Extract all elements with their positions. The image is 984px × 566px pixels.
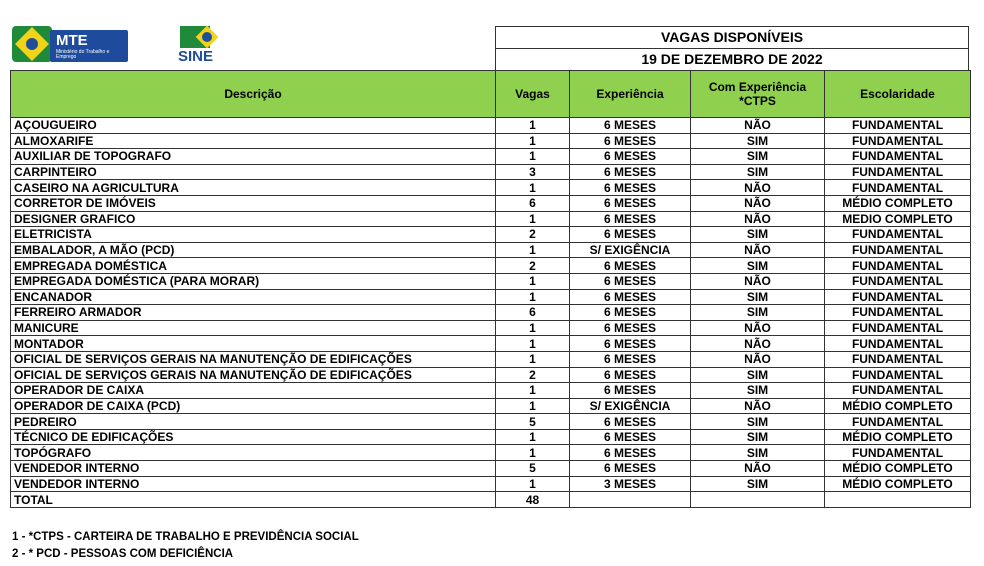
table-row [11,336,971,352]
cell-escolaridade: MÉDIO COMPLETO [825,195,971,211]
table-row [11,180,971,196]
cell-experiencia: 6 MESES [570,149,691,165]
col-header-escolaridade: Escolaridade [825,71,971,118]
sine-flag-icon [180,26,210,48]
cell-vagas: 5 [496,414,570,430]
cell-escolaridade: FUNDAMENTAL [825,351,971,367]
cell-vagas: 2 [496,258,570,274]
table-row [11,351,971,367]
cell-ctps: SIM [691,476,825,492]
table-row [11,289,971,305]
cell-experiencia: 6 MESES [570,289,691,305]
cell-ctps: NÃO [691,273,825,289]
logos-area [10,26,494,70]
col-header-ctps: Com Experiência *CTPS [691,71,825,118]
cell-escolaridade: FUNDAMENTAL [825,305,971,321]
cell-escolaridade: FUNDAMENTAL [825,320,971,336]
cell-descricao: FERREIRO ARMADOR [11,305,496,321]
cell-escolaridade: MÉDIO COMPLETO [825,461,971,477]
cell-escolaridade: MEDIO COMPLETO [825,211,971,227]
table-row [11,367,971,383]
table-row [11,149,971,165]
cell-experiencia: 6 MESES [570,367,691,383]
table-row [11,383,971,399]
cell-experiencia: S/ EXIGÊNCIA [570,398,691,414]
cell-vagas: 1 [496,289,570,305]
total-label: TOTAL [11,492,496,508]
cell-vagas: 1 [496,211,570,227]
mte-logo-subtitle: Ministério do Trabalho e Emprego [56,49,110,60]
cell-descricao: CORRETOR DE IMÓVEIS [11,195,496,211]
cell-descricao: PEDREIRO [11,414,496,430]
cell-experiencia: 6 MESES [570,461,691,477]
empty-cell [825,492,971,508]
cell-vagas: 1 [496,320,570,336]
cell-escolaridade: MÉDIO COMPLETO [825,398,971,414]
cell-experiencia: 6 MESES [570,320,691,336]
cell-experiencia: 6 MESES [570,273,691,289]
table-row [11,273,971,289]
cell-vagas: 1 [496,242,570,258]
table-body [11,118,971,492]
cell-descricao: OFICIAL DE SERVIÇOS GERAIS NA MANUTENÇÃO DE EDIFICAÇÕES [11,351,496,367]
cell-escolaridade: FUNDAMENTAL [825,367,971,383]
page-date: 19 DE DEZEMBRO DE 2022 [495,48,969,71]
cell-descricao: MANICURE [11,320,496,336]
vagas-table [10,70,971,508]
cell-vagas: 5 [496,461,570,477]
cell-experiencia: 6 MESES [570,133,691,149]
table-row [11,195,971,211]
table-row [11,242,971,258]
cell-escolaridade: FUNDAMENTAL [825,258,971,274]
cell-ctps: SIM [691,367,825,383]
empty-cell [691,492,825,508]
cell-ctps: NÃO [691,211,825,227]
cell-ctps: SIM [691,289,825,305]
cell-descricao: AÇOUGUEIRO [11,118,496,134]
cell-escolaridade: FUNDAMENTAL [825,242,971,258]
cell-escolaridade: FUNDAMENTAL [825,336,971,352]
table-row [11,398,971,414]
cell-descricao: VENDEDOR INTERNO [11,476,496,492]
cell-ctps: NÃO [691,461,825,477]
cell-ctps: SIM [691,445,825,461]
sine-logo-title: SINE [178,48,214,65]
mte-logo-title: MTE [56,32,88,49]
cell-ctps: SIM [691,383,825,399]
table-row [11,164,971,180]
cell-descricao: TÉCNICO DE EDIFICAÇÕES [11,429,496,445]
col-header-descricao: Descrição [11,71,496,118]
cell-escolaridade: FUNDAMENTAL [825,149,971,165]
footnote-pcd: 2 - * PCD - PESSOAS COM DEFICIÊNCIA [12,548,234,560]
cell-experiencia: 6 MESES [570,180,691,196]
cell-escolaridade: MÉDIO COMPLETO [825,429,971,445]
total-vagas: 48 [496,492,570,508]
cell-experiencia: 6 MESES [570,227,691,243]
cell-vagas: 1 [496,149,570,165]
cell-vagas: 1 [496,273,570,289]
cell-experiencia: 6 MESES [570,383,691,399]
cell-escolaridade: FUNDAMENTAL [825,118,971,134]
cell-descricao: EMPREGADA DOMÉSTICA [11,258,496,274]
mte-flag-icon [12,26,52,62]
empty-cell [570,492,691,508]
cell-vagas: 1 [496,118,570,134]
cell-descricao: VENDEDOR INTERNO [11,461,496,477]
cell-ctps: SIM [691,149,825,165]
table-header-row [11,71,971,118]
cell-descricao: ENCANADOR [11,289,496,305]
cell-ctps: NÃO [691,242,825,258]
table-row [11,445,971,461]
cell-vagas: 1 [496,476,570,492]
cell-experiencia: 3 MESES [570,476,691,492]
cell-vagas: 1 [496,445,570,461]
cell-escolaridade: FUNDAMENTAL [825,414,971,430]
cell-experiencia: 6 MESES [570,258,691,274]
cell-escolaridade: FUNDAMENTAL [825,445,971,461]
cell-ctps: SIM [691,305,825,321]
cell-vagas: 1 [496,336,570,352]
cell-experiencia: 6 MESES [570,429,691,445]
cell-experiencia: 6 MESES [570,164,691,180]
footnote-ctps: 1 - *CTPS - CARTEIRA DE TRABALHO E PREVIDÊNCIA SOCIAL [12,531,359,543]
cell-ctps: NÃO [691,398,825,414]
cell-descricao: EMPREGADA DOMÉSTICA (PARA MORAR) [11,273,496,289]
col-header-experiencia: Experiência [570,71,691,118]
cell-ctps: SIM [691,133,825,149]
cell-experiencia: 6 MESES [570,445,691,461]
cell-ctps: NÃO [691,336,825,352]
cell-vagas: 1 [496,429,570,445]
sine-logo [168,26,218,70]
table-row [11,258,971,274]
cell-descricao: CARPINTEIRO [11,164,496,180]
cell-ctps: SIM [691,414,825,430]
page-title: VAGAS DISPONÍVEIS [495,26,969,49]
cell-vagas: 1 [496,351,570,367]
table-row [11,414,971,430]
flag-globe [26,38,38,50]
cell-descricao: ALMOXARIFE [11,133,496,149]
cell-ctps: SIM [691,227,825,243]
cell-escolaridade: FUNDAMENTAL [825,289,971,305]
cell-experiencia: 6 MESES [570,305,691,321]
cell-vagas: 1 [496,180,570,196]
cell-vagas: 1 [496,133,570,149]
cell-ctps: SIM [691,258,825,274]
table-row [11,133,971,149]
cell-vagas: 6 [496,305,570,321]
cell-ctps: NÃO [691,180,825,196]
total-row [11,492,971,508]
cell-ctps: NÃO [691,351,825,367]
cell-descricao: CASEIRO NA AGRICULTURA [11,180,496,196]
table-row [11,476,971,492]
cell-experiencia: 6 MESES [570,118,691,134]
cell-escolaridade: FUNDAMENTAL [825,273,971,289]
cell-descricao: OFICIAL DE SERVIÇOS GERAIS NA MANUTENÇÃO DE EDIFICAÇÕES [11,367,496,383]
table-row [11,461,971,477]
table-row [11,429,971,445]
cell-descricao: DESIGNER GRAFICO [11,211,496,227]
cell-ctps: NÃO [691,195,825,211]
cell-experiencia: 6 MESES [570,195,691,211]
cell-descricao: AUXILIAR DE TOPOGRAFO [11,149,496,165]
cell-vagas: 2 [496,367,570,383]
cell-experiencia: 6 MESES [570,351,691,367]
cell-vagas: 6 [496,195,570,211]
cell-vagas: 1 [496,398,570,414]
mte-logo [50,30,128,62]
cell-ctps: SIM [691,429,825,445]
cell-vagas: 2 [496,227,570,243]
table-row [11,211,971,227]
cell-ctps: SIM [691,164,825,180]
cell-escolaridade: FUNDAMENTAL [825,133,971,149]
table-row [11,227,971,243]
cell-descricao: OPERADOR DE CAIXA [11,383,496,399]
cell-experiencia: S/ EXIGÊNCIA [570,242,691,258]
table-row [11,118,971,134]
cell-experiencia: 6 MESES [570,414,691,430]
cell-descricao: OPERADOR DE CAIXA (PCD) [11,398,496,414]
cell-descricao: TOPÓGRAFO [11,445,496,461]
cell-ctps: NÃO [691,320,825,336]
cell-escolaridade: FUNDAMENTAL [825,180,971,196]
cell-escolaridade: FUNDAMENTAL [825,383,971,399]
cell-escolaridade: FUNDAMENTAL [825,227,971,243]
cell-vagas: 3 [496,164,570,180]
table-row [11,305,971,321]
col-header-vagas: Vagas [496,71,570,118]
cell-descricao: ELETRICISTA [11,227,496,243]
cell-experiencia: 6 MESES [570,336,691,352]
cell-escolaridade: MÉDIO COMPLETO [825,476,971,492]
cell-descricao: EMBALADOR, A MÃO (PCD) [11,242,496,258]
flag-globe [202,32,212,42]
cell-ctps: NÃO [691,118,825,134]
cell-experiencia: 6 MESES [570,211,691,227]
table-row [11,320,971,336]
cell-escolaridade: FUNDAMENTAL [825,164,971,180]
cell-vagas: 1 [496,383,570,399]
cell-descricao: MONTADOR [11,336,496,352]
